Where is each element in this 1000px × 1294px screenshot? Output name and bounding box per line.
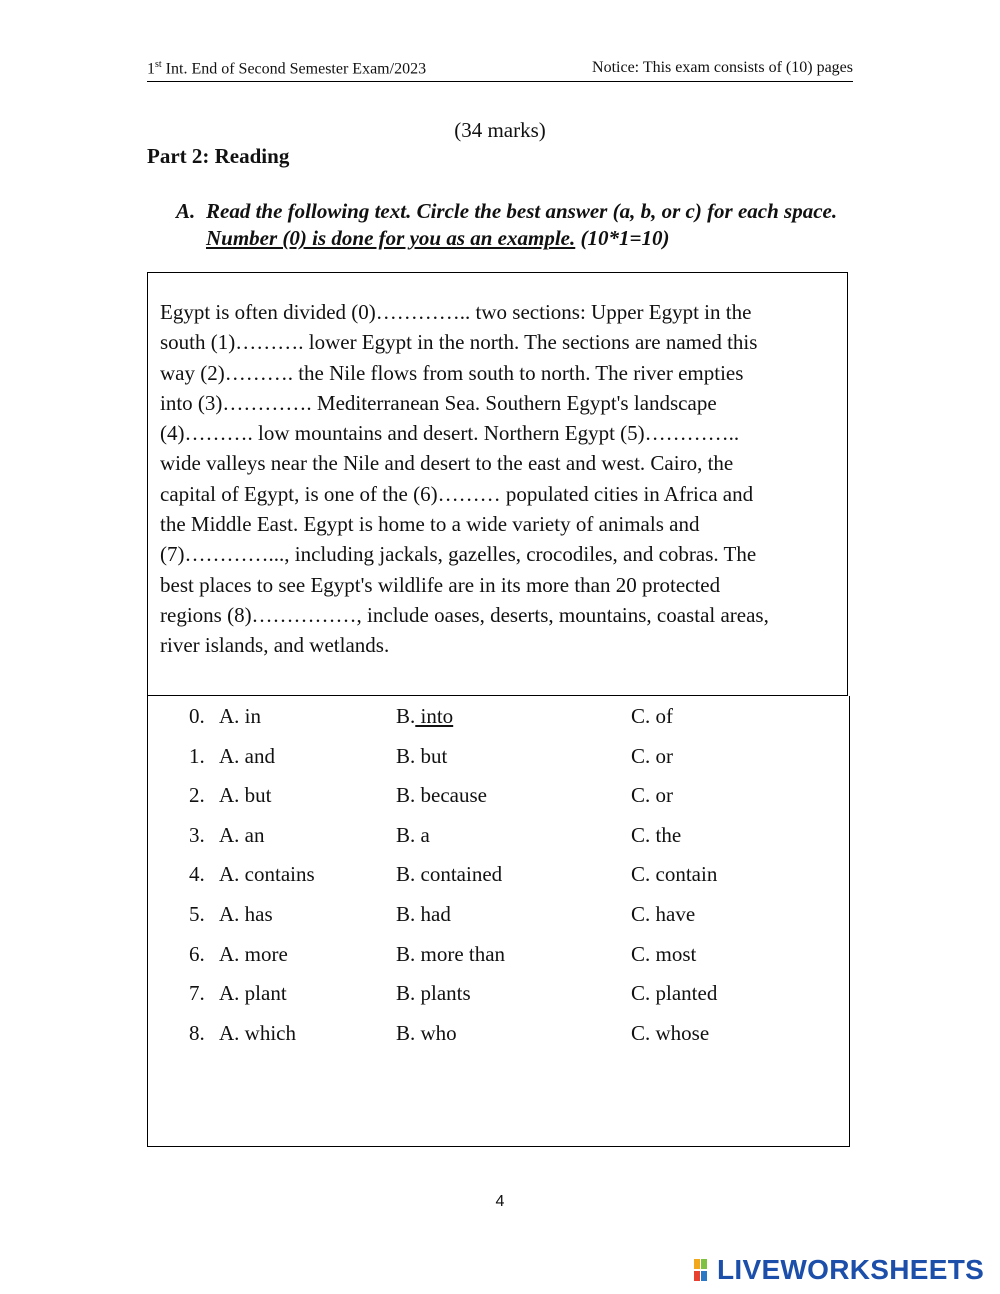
passage-line: wide valleys near the Nile and desert to the east and west. Cairo, the (160, 451, 734, 476)
passage-line: capital of Egypt, is one of the (6)……… populated cities in Africa and (160, 481, 754, 506)
question-row-0 (148, 704, 848, 734)
question-row-3 (148, 823, 848, 853)
instruction-example-note: Number (0) is done for you as an example. (206, 226, 576, 250)
option-b[interactable]: B. plants (396, 981, 471, 1006)
option-a[interactable]: A. an (219, 822, 265, 847)
options-box (147, 696, 850, 1147)
question-row-7 (148, 981, 848, 1011)
option-c[interactable]: C. planted (631, 981, 718, 1006)
question-row-8 (148, 1021, 848, 1051)
passage-line: (4)………. low mountains and desert. Northern Egypt (5)………….. (160, 421, 740, 446)
instruction-letter: A. (176, 199, 196, 223)
option-b[interactable]: B. but (396, 743, 448, 768)
option-b[interactable]: B. had (396, 902, 451, 926)
instruction-text: Read the following text. Circle the best answer (a, b, or c) for each space. Number (0) is done for you as an example. (10*1=10) (206, 199, 838, 250)
question-row-5 (148, 902, 848, 932)
passage-line: regions (8)……………, include oases, deserts, mountains, coastal areas, (160, 602, 769, 627)
example-answer: into (415, 704, 454, 728)
option-a[interactable]: A. in (219, 704, 261, 728)
option-c[interactable]: C. or (631, 783, 673, 808)
page-number: 4 (495, 1193, 505, 1210)
option-c[interactable]: C. the (631, 822, 682, 847)
option-b[interactable]: B. a (396, 822, 430, 847)
question-row-1 (148, 744, 848, 774)
option-a[interactable]: A. contains (219, 862, 315, 887)
question-number: 3. (189, 822, 205, 847)
option-c[interactable]: C. most (631, 941, 697, 966)
option-a[interactable]: A. has (219, 902, 273, 926)
passage-line: best places to see Egypt's wildlife are in its more than 20 protected (160, 572, 721, 597)
header-exam-title: 1st Int. End of Second Semester Exam/2023 (147, 59, 427, 78)
question-number: 5. (189, 902, 205, 926)
passage-line: Egypt is often divided (0)………….. two sections: Upper Egypt in the (160, 300, 752, 324)
option-c[interactable]: C. or (631, 743, 673, 768)
question-number: 4. (189, 862, 205, 887)
question-number: 6. (189, 941, 205, 966)
page-header (147, 59, 853, 82)
passage-line: south (1)………. lower Egypt in the north. The sections are named this (160, 330, 758, 355)
passage-line: (7)…………..., including jackals, gazelles, crocodiles, and cobras. The (160, 542, 757, 567)
option-a[interactable]: A. plant (219, 981, 287, 1006)
option-a[interactable]: A. more (219, 941, 288, 966)
question-number: 7. (189, 981, 205, 1006)
option-c[interactable]: C. of (631, 704, 673, 728)
question-number: 2. (189, 783, 205, 808)
passage-line: way (2)………. the Nile flows from south to north. The river empties (160, 360, 744, 385)
question-number: 1. (189, 743, 205, 768)
question-row-4 (148, 862, 848, 892)
logo-text: LIVEWORKSHEETS (717, 1254, 985, 1285)
passage-text (160, 297, 840, 661)
option-c[interactable]: C. whose (631, 1020, 710, 1045)
option-b[interactable]: B. contained (396, 862, 503, 887)
logo-blocks-icon (693, 1258, 717, 1282)
option-a[interactable]: A. and (219, 743, 275, 768)
marks-label: (34 marks) (454, 118, 546, 142)
option-b[interactable]: B. into (396, 704, 454, 728)
option-c[interactable]: C. contain (631, 862, 718, 887)
passage-line: the Middle East. Egypt is home to a wide variety of animals and (160, 512, 700, 537)
option-b[interactable]: B. who (396, 1020, 457, 1045)
option-c[interactable]: C. have (631, 902, 696, 926)
option-b[interactable]: B. more than (396, 941, 506, 966)
question-number: 8. (189, 1020, 205, 1045)
header-notice: Notice: This exam consists of (10) pages (592, 59, 853, 76)
question-row-6 (148, 942, 848, 972)
part-title: Part 2: Reading (147, 144, 290, 168)
option-a[interactable]: A. but (219, 783, 272, 808)
question-number: 0. (189, 704, 205, 728)
option-a[interactable]: A. which (219, 1020, 296, 1045)
passage-line: into (3)…………. Mediterranean Sea. Southern Egypt's landscape (160, 390, 717, 415)
question-row-2 (148, 783, 848, 813)
passage-box (147, 272, 848, 696)
option-b[interactable]: B. because (396, 783, 487, 808)
passage-line: river islands, and wetlands. (160, 633, 390, 658)
instruction (176, 198, 856, 252)
